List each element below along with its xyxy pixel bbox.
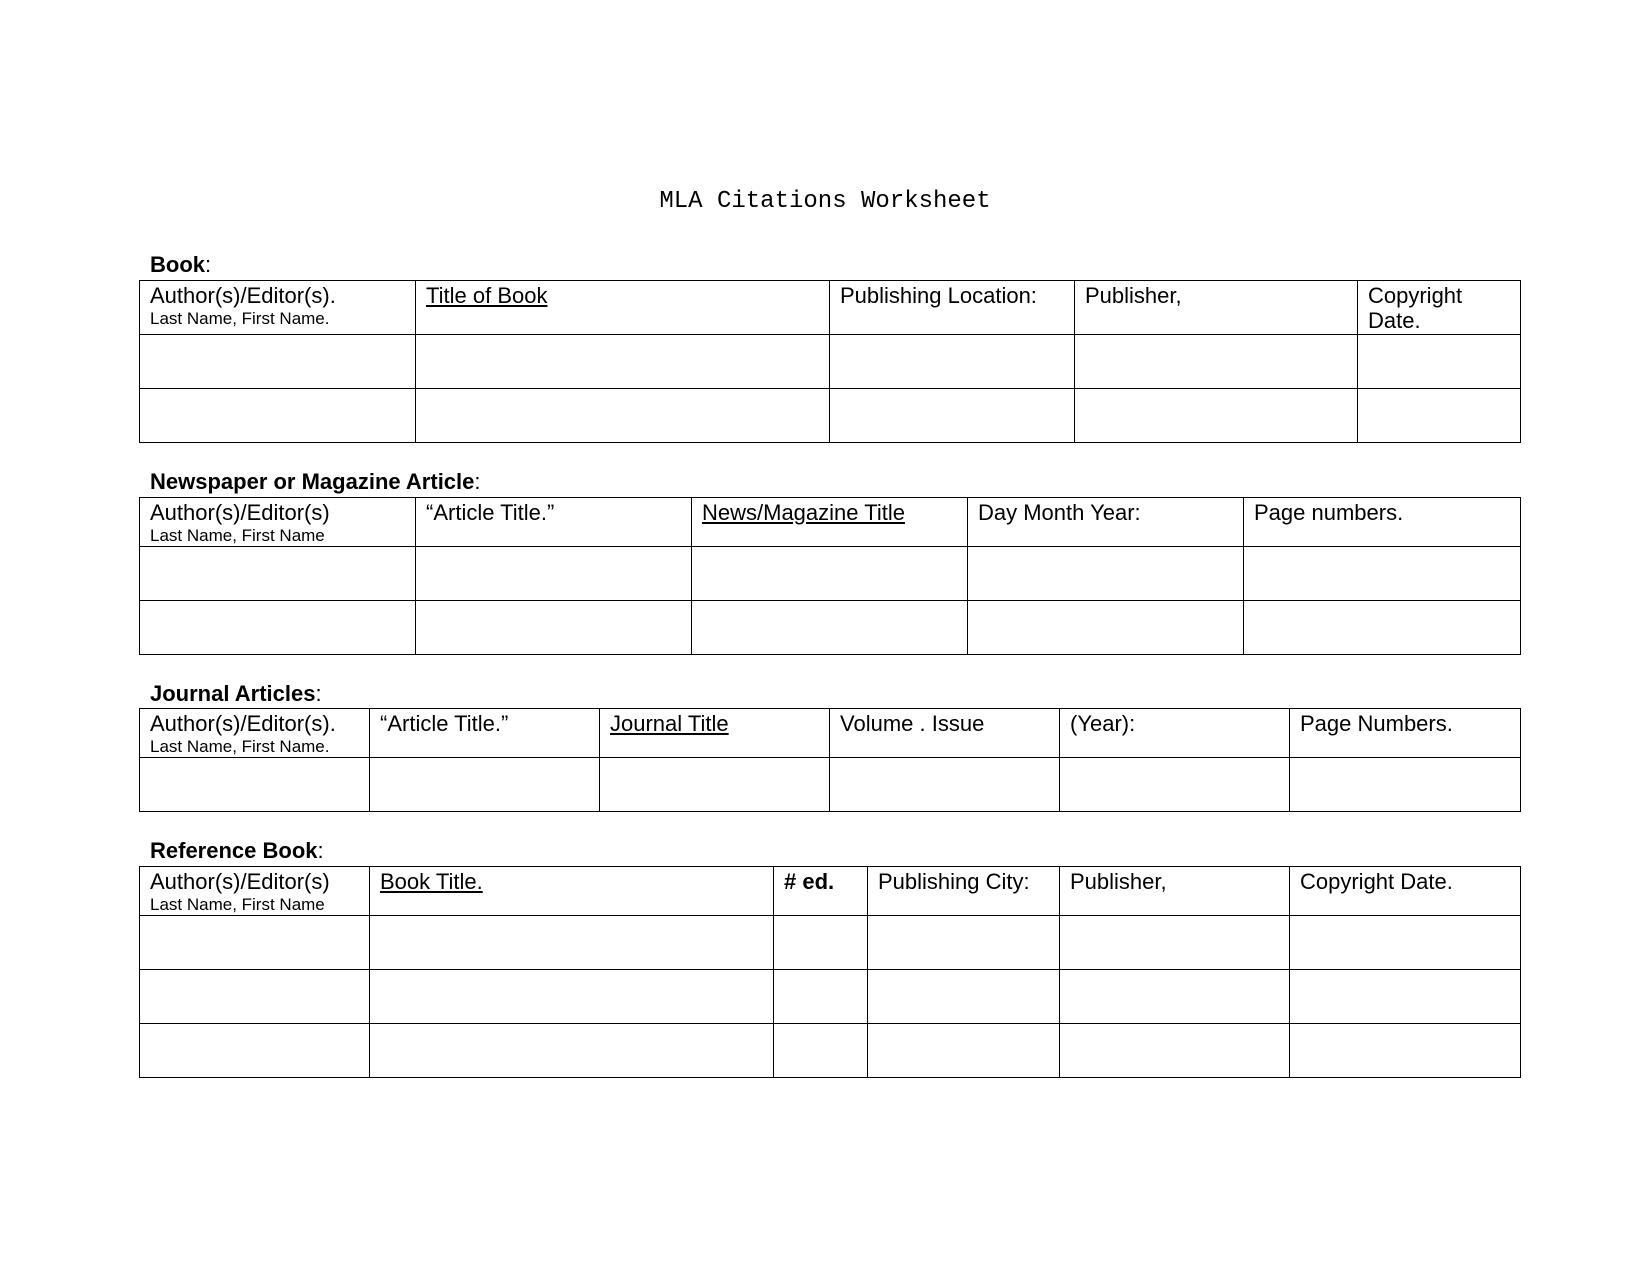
entry-cell[interactable] (600, 758, 830, 812)
entry-cell[interactable] (140, 601, 416, 655)
table-row (140, 916, 1521, 970)
header-author: Author(s)/Editor(s) Last Name, First Name (140, 498, 416, 547)
entry-cell[interactable] (692, 547, 968, 601)
header-publisher: Publisher, (1075, 281, 1358, 335)
table-row (140, 1024, 1521, 1078)
entry-cell[interactable] (1075, 389, 1358, 443)
book-citation-table (139, 280, 1521, 443)
table-header-row (140, 281, 1521, 335)
entry-cell[interactable] (830, 335, 1075, 389)
header-author: Author(s)/Editor(s). Last Name, First Name. (140, 709, 370, 758)
entry-cell[interactable] (140, 1024, 370, 1078)
reference-citation-table (139, 866, 1521, 1078)
entry-cell[interactable] (416, 389, 830, 443)
entry-cell[interactable] (1244, 547, 1521, 601)
header-year: (Year): (1060, 709, 1290, 758)
header-journal-title: Journal Title (600, 709, 830, 758)
header-article-title: “Article Title.” (370, 709, 600, 758)
entry-cell[interactable] (868, 970, 1060, 1024)
entry-cell[interactable] (370, 916, 774, 970)
entry-cell[interactable] (774, 916, 868, 970)
entry-cell[interactable] (416, 601, 692, 655)
entry-cell[interactable] (774, 970, 868, 1024)
header-news-magazine-title: News/Magazine Title (692, 498, 968, 547)
header-title-of-book: Title of Book (416, 281, 830, 335)
header-publishing-city: Publishing City: (868, 867, 1060, 916)
header-publishing-location: Publishing Location: (830, 281, 1075, 335)
table-row (140, 758, 1521, 812)
entry-cell[interactable] (140, 758, 370, 812)
entry-cell[interactable] (1075, 335, 1358, 389)
journal-citation-table (139, 708, 1521, 812)
entry-cell[interactable] (1290, 970, 1521, 1024)
entry-cell[interactable] (370, 1024, 774, 1078)
newspaper-citation-table (139, 497, 1521, 655)
table-row (140, 970, 1521, 1024)
reference-section-label: Reference Book: (150, 838, 324, 863)
entry-cell[interactable] (692, 601, 968, 655)
header-date: Day Month Year: (968, 498, 1244, 547)
table-row (140, 547, 1521, 601)
header-page-numbers: Page Numbers. (1290, 709, 1521, 758)
entry-cell[interactable] (1358, 335, 1521, 389)
entry-cell[interactable] (1244, 601, 1521, 655)
entry-cell[interactable] (968, 601, 1244, 655)
table-header-row (140, 498, 1521, 547)
page-title: MLA Citations Worksheet (659, 188, 991, 215)
entry-cell[interactable] (968, 547, 1244, 601)
entry-cell[interactable] (1290, 758, 1521, 812)
table-header-row (140, 867, 1521, 916)
header-copyright-date: Copyright Date. (1358, 281, 1521, 335)
entry-cell[interactable] (1358, 389, 1521, 443)
journal-section-label: Journal Articles: (150, 681, 322, 706)
book-section-label: Book: (150, 252, 212, 277)
entry-cell[interactable] (830, 389, 1075, 443)
entry-cell[interactable] (140, 916, 370, 970)
entry-cell[interactable] (140, 970, 370, 1024)
entry-cell[interactable] (830, 758, 1060, 812)
entry-cell[interactable] (370, 758, 600, 812)
table-row (140, 335, 1521, 389)
entry-cell[interactable] (370, 970, 774, 1024)
entry-cell[interactable] (140, 547, 416, 601)
entry-cell[interactable] (416, 335, 830, 389)
table-row (140, 389, 1521, 443)
header-book-title: Book Title. (370, 867, 774, 916)
entry-cell[interactable] (774, 1024, 868, 1078)
entry-cell[interactable] (1060, 916, 1290, 970)
entry-cell[interactable] (1060, 1024, 1290, 1078)
entry-cell[interactable] (1060, 758, 1290, 812)
header-page-numbers: Page numbers. (1244, 498, 1521, 547)
table-row (140, 601, 1521, 655)
entry-cell[interactable] (140, 335, 416, 389)
newspaper-section-label: Newspaper or Magazine Article: (150, 469, 481, 494)
entry-cell[interactable] (1290, 1024, 1521, 1078)
header-edition: # ed. (774, 867, 868, 916)
header-author: Author(s)/Editor(s) Last Name, First Name (140, 867, 370, 916)
entry-cell[interactable] (868, 1024, 1060, 1078)
entry-cell[interactable] (416, 547, 692, 601)
entry-cell[interactable] (1290, 916, 1521, 970)
header-copyright-date: Copyright Date. (1290, 867, 1521, 916)
header-author: Author(s)/Editor(s). Last Name, First Name. (140, 281, 416, 335)
entry-cell[interactable] (1060, 970, 1290, 1024)
table-header-row (140, 709, 1521, 758)
entry-cell[interactable] (140, 389, 416, 443)
header-volume-issue: Volume . Issue (830, 709, 1060, 758)
header-publisher: Publisher, (1060, 867, 1290, 916)
header-article-title: “Article Title.” (416, 498, 692, 547)
entry-cell[interactable] (868, 916, 1060, 970)
